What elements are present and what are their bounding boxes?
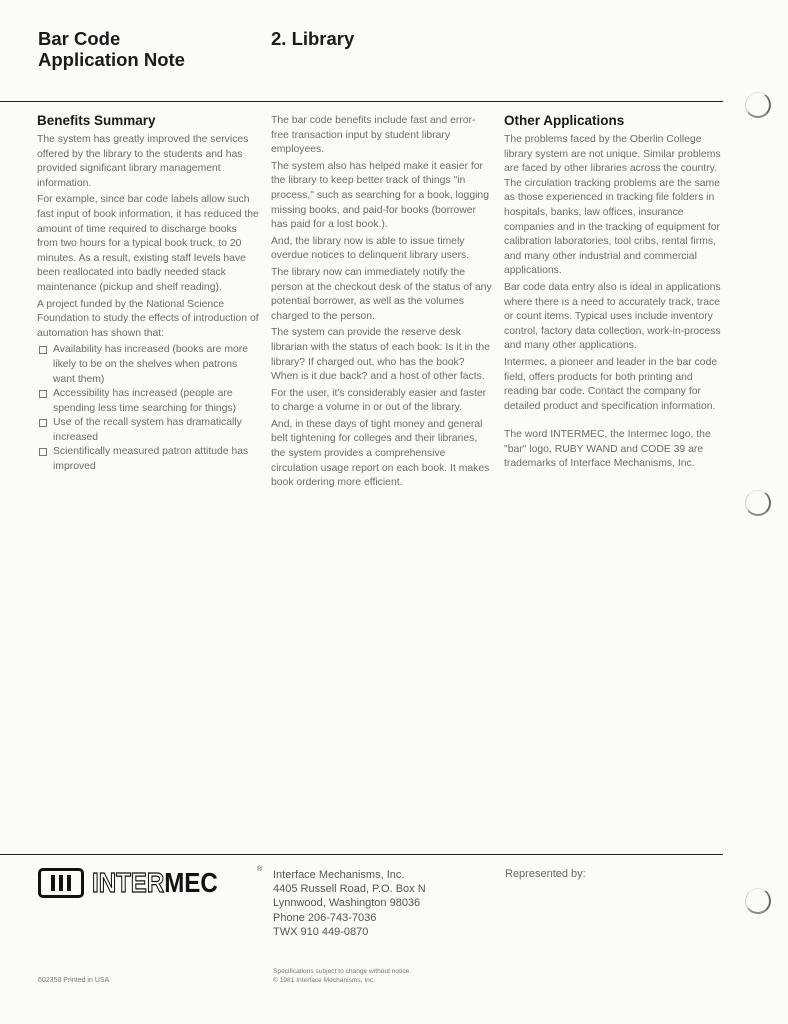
registered-mark: ® bbox=[257, 866, 263, 873]
trademark-notice: The word INTERMEC, the Intermec logo, the "bar" logo, RUBY WAND and CODE 39 are trademarks of Interface Mechanisms, Inc. bbox=[504, 429, 711, 470]
phone-number: Phone 206-743-7036 bbox=[273, 911, 377, 924]
body-paragraph: Intermec, a pioneer and leader in the bar code field, offers products for both printing and reading bar code. Contact the company for detailed product and specification information. bbox=[504, 356, 718, 412]
body-paragraph: For the user, it's considerably easier and faster to charge a volume in or out of the library. bbox=[271, 387, 487, 414]
column-other-applications bbox=[504, 112, 726, 474]
checkbox-icon bbox=[39, 346, 47, 354]
body-paragraph: And, the library now is able to issue timely overdue notices to delinquent library users. bbox=[271, 235, 470, 262]
company-name: Interface Mechanisms, Inc. bbox=[273, 869, 405, 881]
checkbox-icon bbox=[39, 448, 47, 456]
column-benefits-continued bbox=[271, 114, 493, 493]
copyright-notice: © 1981 Interface Mechanisms, Inc. bbox=[273, 977, 375, 984]
fine-print bbox=[273, 967, 411, 985]
body-paragraph: Bar code data entry also is ideal in applications where there is a need to accurately track, trace or count items. Typical uses include inventory control, factory data collection, work-in-process and many other applications. bbox=[504, 281, 721, 352]
list-item: Scientifically measured patron attitude has improved bbox=[37, 445, 259, 474]
title-line-2: Application Note bbox=[38, 49, 185, 70]
city-state-zip: Lynnwood, Washington 98036 bbox=[273, 897, 421, 910]
punch-hole-icon bbox=[745, 490, 771, 516]
body-paragraph: The problems faced by the Oberlin College library system are not unique. Similar problems are faced by other libraries across the country. The circulation tracking problems are the same as those experienced in tracking file folders in hospitals, banks, law offices, insurance companies and in the tracking of equipment for calibration laboratories, tool cribs, rental firms, and many other industrial and commercial applications. bbox=[504, 134, 721, 277]
list-item: Availability has increased (books are more likely to be on the shelves when patrons want them) bbox=[37, 343, 259, 387]
body-paragraph: The bar code benefits include fast and error-free transaction input by student library employees. bbox=[271, 115, 476, 156]
benefits-list bbox=[37, 343, 259, 474]
body-paragraph: The system also has helped make it easier for the library to keep better track of things "in process," such as searching for a book, logging missing books, and paid-for books (borrower has paid for a lost book.). bbox=[271, 160, 489, 231]
spec-notice: Specifications subject to change without notice. bbox=[273, 968, 412, 975]
benefits-paragraph-1: The system has greatly improved the services offered by the library to the students and has provided significant library management information. bbox=[37, 134, 249, 189]
checkbox-icon bbox=[39, 390, 47, 398]
list-item: Use of the recall system has dramatically increased bbox=[37, 416, 259, 445]
print-code: 602350 Printed in USA bbox=[38, 977, 110, 984]
section-title: 2. Library bbox=[271, 28, 355, 49]
punch-hole-icon bbox=[745, 92, 771, 118]
body-paragraph: And, in these days of tight money and general belt tightening for colleges and their libraries, the system provides a comprehensive circulation usage report on each book. It makes book ordering more efficient. bbox=[271, 418, 490, 489]
represented-by-label: Represented by: bbox=[505, 868, 586, 880]
company-address bbox=[273, 868, 426, 939]
bar-logo-icon bbox=[38, 868, 84, 898]
body-paragraph: The system can provide the reserve desk librarian with the status of each book: Is it in the library? If charged out, who has the book? When is it due back? and a host of other facts. bbox=[271, 327, 490, 383]
street-address: 4405 Russell Road, P.O. Box N bbox=[273, 883, 426, 896]
other-applications-heading: Other Applications bbox=[504, 113, 625, 128]
footer-divider bbox=[0, 854, 723, 855]
list-item: Accessibility has increased (people are spending less time searching for things) bbox=[37, 387, 259, 416]
intermec-logo bbox=[38, 866, 263, 900]
checkbox-icon bbox=[39, 419, 47, 427]
document-title bbox=[38, 28, 248, 70]
body-paragraph: The library now can immediately notify the person at the checkout desk of the status of any potential borrower, as well as the volumes charged to the person. bbox=[271, 266, 492, 322]
column-benefits bbox=[37, 112, 259, 475]
twx-number: TWX 910 449-0870 bbox=[273, 925, 369, 938]
benefits-paragraph-2: For example, since bar code labels allow such fast input of book information, it has reduced the amount of time required to discharge books from two hours for a typical book truck, to 20 minutes. As a result, existing staff levels have been reallocated into badly needed stack maintenance (pickup and shelf reading). bbox=[37, 194, 259, 293]
title-line-1: Bar Code bbox=[38, 28, 121, 49]
punch-hole-icon bbox=[745, 888, 771, 914]
intermec-wordmark: INTERMEC bbox=[92, 867, 218, 898]
benefits-heading: Benefits Summary bbox=[37, 113, 156, 128]
benefits-paragraph-3: A project funded by the National Science Foundation to study the effects of introduction of automation has shown that: bbox=[37, 298, 259, 339]
header-divider bbox=[0, 101, 723, 102]
